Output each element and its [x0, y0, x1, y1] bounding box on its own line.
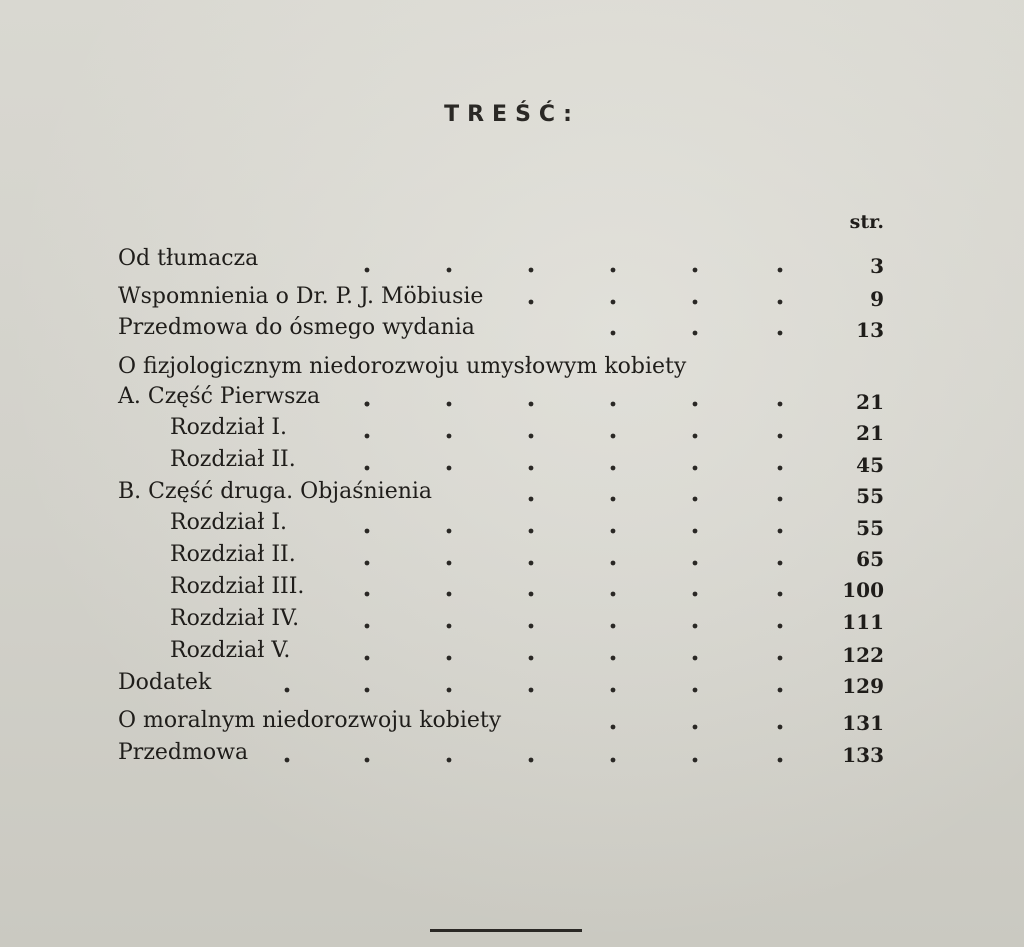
page-column-header: str. — [849, 211, 884, 233]
leader-dot — [611, 688, 616, 693]
toc-entry-label: B. Część druga. Objaśnienia — [118, 479, 433, 504]
leader-dot — [611, 434, 616, 439]
toc-entry-page: 21 — [856, 421, 884, 445]
leader-dot — [693, 561, 698, 566]
leader-dot — [611, 758, 616, 763]
leader-dot — [529, 529, 534, 534]
leader-dot — [611, 402, 616, 407]
leader-dot — [778, 624, 783, 629]
leader-dot — [447, 688, 452, 693]
leader-dot — [529, 300, 534, 305]
toc-entry-label: Rozdział V. — [170, 638, 291, 663]
toc-entry-page: 21 — [856, 390, 884, 414]
leader-dot — [611, 624, 616, 629]
toc-entry-page: 131 — [842, 711, 884, 735]
toc-entry-page: 55 — [856, 484, 884, 508]
leader-dot — [778, 402, 783, 407]
leader-dot — [778, 434, 783, 439]
leader-dot — [447, 758, 452, 763]
leader-dot — [778, 466, 783, 471]
leader-dot — [778, 497, 783, 502]
leader-dot — [529, 561, 534, 566]
leader-dot — [611, 300, 616, 305]
leader-dot — [693, 688, 698, 693]
leader-dot — [611, 268, 616, 273]
toc-entry-label: Przedmowa do ósmego wydania — [118, 315, 475, 340]
toc-entry-label: Rozdział III. — [170, 574, 305, 599]
leader-dot — [447, 561, 452, 566]
page-title: TREŚĆ: — [444, 102, 580, 127]
leader-dot — [365, 466, 370, 471]
toc-entry-page: 3 — [870, 254, 884, 278]
leader-dot — [365, 624, 370, 629]
leader-dot — [778, 529, 783, 534]
toc-entry-page: 13 — [856, 318, 884, 342]
leader-dot — [365, 561, 370, 566]
leader-dot — [285, 688, 290, 693]
leader-dot — [693, 434, 698, 439]
toc-entry-label: Rozdział II. — [170, 447, 296, 472]
toc-entry-page: 55 — [856, 516, 884, 540]
bottom-rule — [430, 929, 582, 932]
toc-entry-page: 129 — [842, 674, 884, 698]
leader-dot — [529, 434, 534, 439]
leader-dot — [447, 466, 452, 471]
leader-dot — [693, 497, 698, 502]
toc-entry-page: 122 — [842, 643, 884, 667]
leader-dot — [693, 624, 698, 629]
leader-dot — [778, 758, 783, 763]
leader-dot — [693, 268, 698, 273]
leader-dot — [447, 268, 452, 273]
leader-dot — [693, 466, 698, 471]
leader-dot — [447, 434, 452, 439]
leader-dot — [611, 529, 616, 534]
leader-dot — [611, 561, 616, 566]
leader-dot — [447, 656, 452, 661]
leader-dot — [778, 592, 783, 597]
leader-dot — [365, 402, 370, 407]
leader-dot — [365, 656, 370, 661]
leader-dot — [693, 592, 698, 597]
leader-dot — [529, 624, 534, 629]
leader-dot — [529, 592, 534, 597]
toc-entry-label: Rozdział IV. — [170, 606, 300, 631]
leader-dot — [529, 656, 534, 661]
leader-dot — [693, 529, 698, 534]
leader-dot — [365, 758, 370, 763]
leader-dot — [365, 688, 370, 693]
leader-dot — [693, 300, 698, 305]
leader-dot — [447, 592, 452, 597]
leader-dot — [285, 758, 290, 763]
leader-dot — [529, 268, 534, 273]
leader-dot — [693, 331, 698, 336]
toc-entry-page: 111 — [842, 610, 884, 634]
leader-dot — [529, 497, 534, 502]
toc-entry-page: 100 — [842, 578, 884, 602]
leader-dot — [529, 688, 534, 693]
toc-entry-page: 65 — [856, 547, 884, 571]
leader-dot — [778, 300, 783, 305]
leader-dot — [693, 725, 698, 730]
leader-dot — [778, 561, 783, 566]
leader-dot — [778, 656, 783, 661]
toc-entry-page: 45 — [856, 453, 884, 477]
leader-dot — [611, 466, 616, 471]
leader-dot — [447, 624, 452, 629]
toc-entry-label: A. Część Pierwsza — [118, 384, 321, 409]
leader-dot — [778, 268, 783, 273]
leader-dot — [778, 725, 783, 730]
toc-entry-label: Wspomnienia o Dr. P. J. Möbiusie — [118, 284, 484, 309]
leader-dot — [611, 592, 616, 597]
leader-dot — [611, 331, 616, 336]
toc-entry-label: Dodatek — [118, 670, 212, 695]
leader-dot — [611, 656, 616, 661]
leader-dot — [778, 331, 783, 336]
leader-dot — [529, 402, 534, 407]
toc-entry-page: 133 — [842, 743, 884, 767]
toc-entry-page: 9 — [870, 287, 884, 311]
leader-dot — [365, 592, 370, 597]
leader-dot — [611, 725, 616, 730]
leader-dot — [693, 402, 698, 407]
leader-dot — [611, 497, 616, 502]
toc-entry-label: Od tłumacza — [118, 246, 259, 271]
leader-dot — [529, 758, 534, 763]
toc-entry-label: Rozdział I. — [170, 415, 288, 440]
leader-dot — [365, 529, 370, 534]
toc-section-heading: O fizjologicznym niedorozwoju umysłowym kobiety — [118, 354, 687, 379]
leader-dot — [529, 466, 534, 471]
leader-dot — [365, 434, 370, 439]
toc-entry-label: Rozdział II. — [170, 542, 296, 567]
toc-entry-label: Rozdział I. — [170, 510, 288, 535]
leader-dot — [693, 758, 698, 763]
leader-dot — [447, 529, 452, 534]
leader-dot — [778, 688, 783, 693]
leader-dot — [447, 402, 452, 407]
toc-entry-label: O moralnym niedorozwoju kobiety — [118, 708, 502, 733]
toc-entry-label: Przedmowa — [118, 740, 249, 765]
leader-dot — [693, 656, 698, 661]
leader-dot — [365, 268, 370, 273]
